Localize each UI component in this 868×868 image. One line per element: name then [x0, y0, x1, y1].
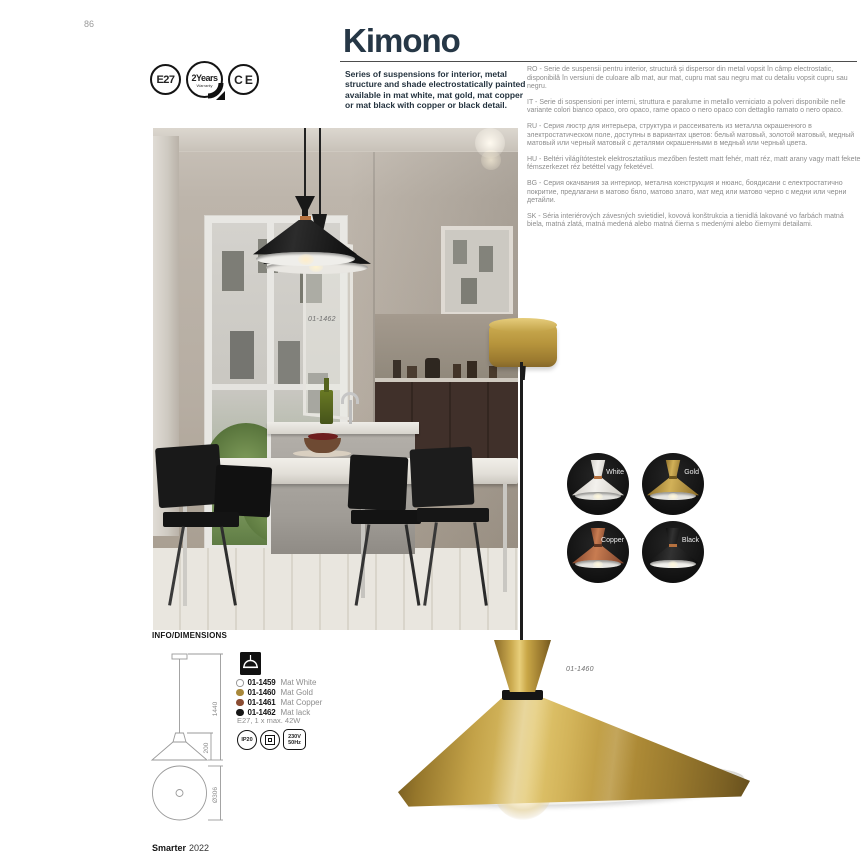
counter-item-jar: [453, 364, 461, 378]
dimension-shade-height: 200: [203, 742, 210, 754]
finish-dot-gold: [236, 689, 244, 697]
product-row: [236, 688, 322, 698]
chair-backrest: [348, 455, 409, 512]
product-code-label: 01-1460: [566, 666, 594, 673]
ce-mark-badge: CE: [228, 64, 259, 95]
window-far: [441, 226, 513, 316]
building-window: [222, 251, 244, 291]
interior-photo: [153, 128, 518, 630]
product-finish: Mat Gold: [280, 688, 313, 698]
catalog-year: 2022: [189, 843, 210, 853]
finish-dot-black: [236, 709, 244, 717]
chair-seat: [417, 508, 489, 522]
cherries: [308, 433, 338, 440]
warranty-word-label: Warranty: [196, 82, 213, 88]
swatch-white: [567, 453, 629, 515]
frequency-value: 50Hz: [288, 739, 301, 746]
product-row: [236, 698, 322, 708]
building-window: [461, 278, 477, 304]
counter-item-jar: [467, 361, 477, 378]
swatch-bulb-glow: [593, 561, 603, 568]
pendant-cord: [304, 128, 306, 198]
island-counter-top: [267, 422, 419, 434]
faucet-spout: [341, 392, 359, 404]
shade-highlight: [398, 698, 750, 810]
finish-swatches: [567, 453, 704, 583]
pendant-cord: [520, 362, 523, 644]
page-number: 86: [84, 19, 95, 29]
product-code: 01-1459: [247, 678, 276, 688]
description-hu: HU - Beltéri világítótestek elektrosztatikus mezőben festett matt fehér, matt réz, matt arany vagy matt fekete fémszerkezet réz betéttel vagy feketével.: [527, 155, 861, 172]
description-bg: BG - Серия окачвания за интериор, метална конструкция и нюанс, боядисани с електростатично покритие, предлагани в матово бяло, матово злато, мат мед или матово черно с медни или черни детайли.: [527, 179, 847, 205]
oil-bottle: [320, 390, 333, 424]
cabinet-seam: [487, 382, 489, 462]
warranty-swoosh-icon: [205, 80, 225, 100]
chair-seat: [163, 512, 239, 527]
class2-insulation-icon: [260, 730, 280, 750]
title-divider: [340, 61, 857, 62]
finish-dot-copper: [236, 699, 244, 707]
e27-socket-badge: E27: [150, 64, 181, 95]
product-code: 01-1461: [247, 697, 276, 707]
chair-backrest: [214, 465, 273, 518]
canopy-top: [489, 318, 557, 332]
ceiling-canopy: [489, 318, 557, 374]
swatch-label: White: [606, 469, 624, 476]
product-list: [236, 678, 322, 717]
brand-name: Smarter: [152, 843, 187, 853]
table-leg: [503, 484, 507, 592]
swatch-bulb-glow: [668, 561, 678, 568]
description-ro: RO - Serie de suspensii pentru interior, structură și dispersor din metal vopsit în câmp electrostatic, disponibilă în versiuni de culoare alb mat, aur mat, cupru mat sau negru mat cu detaliu vopsit cupru sau negru.: [527, 66, 848, 91]
chair-backrest: [155, 444, 223, 508]
product-finish: Mat White: [280, 678, 317, 688]
certification-icons: [237, 729, 306, 750]
swatch-black: [642, 521, 704, 583]
page-title: Kimono: [343, 22, 460, 59]
swatch-label: Gold: [684, 469, 699, 476]
oil-bottle-neck: [324, 378, 329, 392]
swatch-detail-ring: [669, 544, 677, 547]
chair-seat: [351, 510, 421, 524]
dimension-total-height: 1440: [212, 701, 219, 717]
counter-item-kettle: [425, 358, 440, 378]
building-window: [278, 341, 300, 385]
pendant-bulb-glow: [298, 254, 314, 265]
building-window: [453, 240, 467, 264]
warranty-years-label: 2Years: [191, 72, 218, 83]
language-descriptions: [527, 66, 861, 230]
info-dimensions-heading: INFO/DIMENSIONS: [152, 631, 228, 640]
product-code: 01-1460: [247, 688, 276, 698]
description-it: IT - Serie di sospensioni per interni, struttura e paralume in metallo verniciato a polveri disponibile nelle variante colori bianco opaco, oro opaco, rame opaco o nero opaco con dettaglio ramato o nero opaco.: [527, 98, 846, 115]
voltage-value: 230V: [288, 733, 301, 740]
product-finish: Mat lack: [280, 707, 311, 717]
dimension-drawing: [150, 650, 250, 830]
building-window: [230, 331, 254, 379]
class2-outer-square: [265, 735, 275, 745]
ambient-product-code: 01-1462: [308, 316, 336, 323]
chair-backrest: [410, 446, 475, 507]
dimension-diameter: Ø306: [212, 787, 219, 803]
swatch-gold: [642, 453, 704, 515]
product-row: [236, 678, 322, 688]
swatch-label: Black: [681, 537, 699, 544]
swatch-label: Copper: [601, 537, 624, 544]
swatch-detail-ring: [594, 476, 602, 479]
page-footer: [152, 843, 209, 853]
ip20-icon: IP20: [237, 730, 257, 750]
lamp-spec: E27, 1 x max. 42W: [237, 716, 301, 725]
building-window: [479, 246, 493, 272]
swatch-detail-ring: [669, 476, 677, 479]
product-code: 01-1462: [247, 707, 276, 717]
pendant-cord: [319, 128, 321, 216]
product-finish: Mat Copper: [280, 697, 323, 707]
class2-inner-square: [268, 738, 272, 742]
description-sk: SK - Séria interiérových závesných svietidiel, kovová konštrukcia a tienidlá lakované vo farbách matná biela, matná zlatá, matná medená alebo matná čierna s medenými alebo čiernymi detailami.: [527, 212, 844, 229]
finish-dot-white: [236, 679, 244, 687]
ceiling: [153, 128, 518, 152]
wood-floor: [153, 548, 518, 630]
suspension-type-icon: [240, 652, 261, 675]
swatch-bulb-glow: [668, 493, 678, 500]
swatch-copper: [567, 521, 629, 583]
swatch-bulb-glow: [593, 493, 603, 500]
description-ru: RU - Серия люстр для интерьера, структура и рассеиватель из металла окрашенного в электростатическом поле, доступны в вариантах цветов: белый матовый, золотой матовый, медный матовый или черный матовый с деталями окрашенными в медный или черный цвета.: [527, 122, 855, 148]
swatch-detail-ring: [594, 544, 602, 547]
counter-item-jar: [407, 366, 417, 378]
description-english: Series of suspensions for interior, metal structure and shade electrostatically painted available in mat white, mat gold, mat copper or mat black with copper or black detail.: [345, 69, 526, 110]
gold-top-cone: [494, 640, 551, 692]
voltage-icon: [283, 729, 306, 750]
counter-item-bottle: [393, 360, 401, 378]
pendant-copper-ring: [300, 216, 311, 220]
